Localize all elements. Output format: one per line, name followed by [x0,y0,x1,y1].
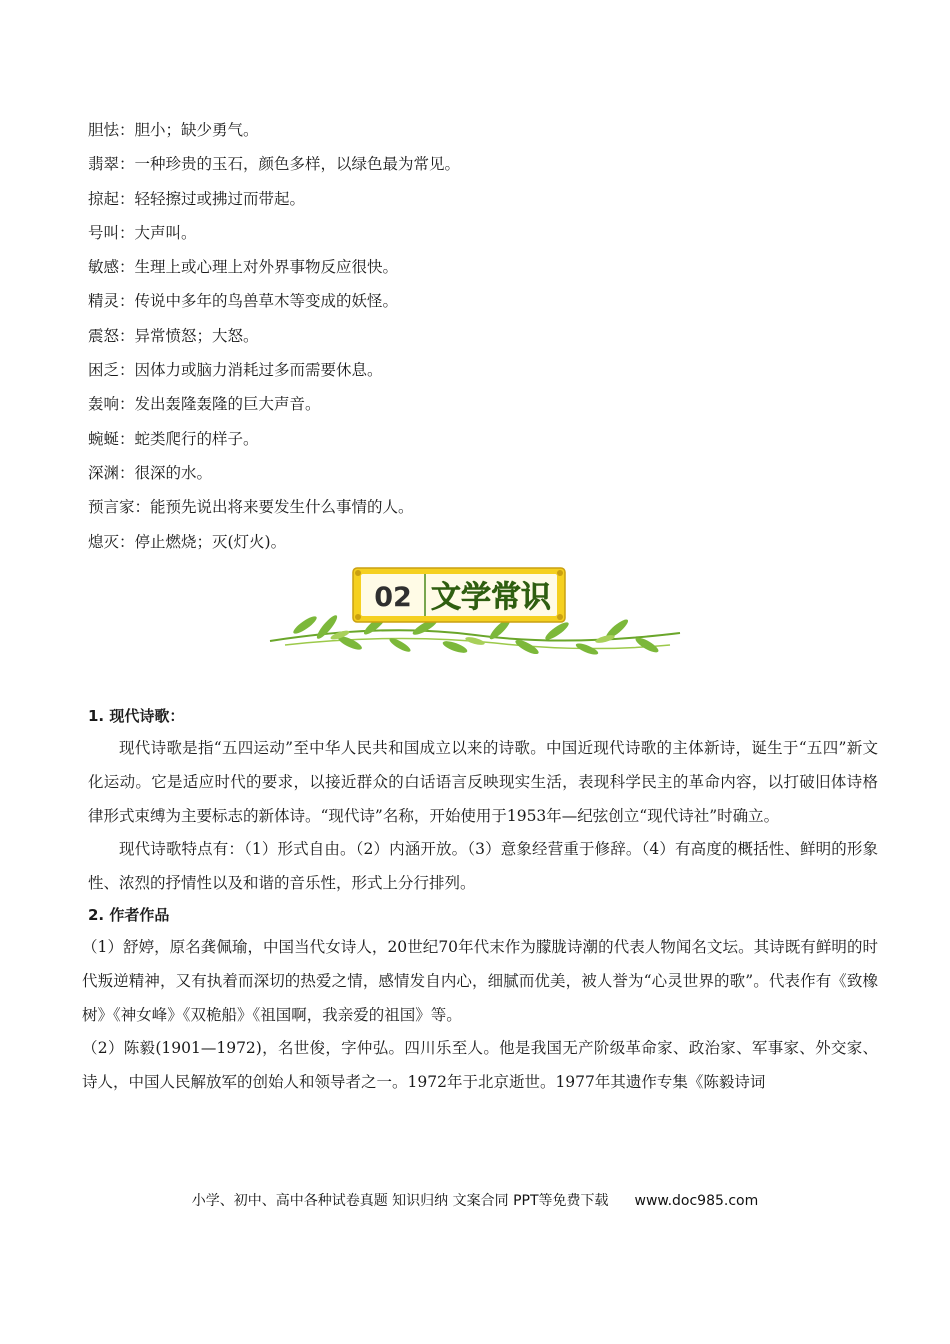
vocabulary-item: 熄灭：停止燃烧；灭(灯火)。 [88,532,287,551]
vocabulary-item: 震怒：异常愤怒；大怒。 [88,326,259,345]
paragraph-shu-ting: （1）舒婷，原名龚佩瑜，中国当代女诗人，20世纪70年代末作为朦胧诗潮的代表人物闻名文坛。其诗既有鲜明的时代叛逆精神，又有执着而深切的热爱之情，感情发自内心，细腻而优美，被人誉为“心灵世界的歌”。代表作有《致橡树》《神女峰》《双桅船》《祖国啊，我亲爱的祖国》等。 [82,937,878,1024]
main-content [82,702,878,1100]
page-footer [0,1190,950,1210]
vocabulary-item: 精灵：传说中多年的鸟兽草木等变成的妖怪。 [88,292,399,311]
banner-number: 02 [374,582,412,613]
vocabulary-item: 轰响：发出轰隆轰隆的巨大声音。 [88,395,321,414]
footer-text: 小学、初中、高中各种试卷真题 知识归纳 文案合同 PPT等免费下载 [191,1193,609,1209]
vocabulary-item: 深渊：很深的水。 [88,463,213,482]
section-banner [265,563,685,663]
paragraph-chen-yi: （2）陈毅(1901—1972)，名世俊，字仲弘。四川乐至人。他是我国无产阶级革命家、政治家、军事家、外交家、诗人，中国人民解放军的创始人和领导者之一。1972年于北京逝世。1977年其遗作专集《陈毅诗词 [82,1039,878,1092]
vocabulary-item: 敏感：生理上或心理上对外界事物反应很快。 [88,258,399,277]
banner-sign [353,568,565,622]
vocabulary-list [88,118,888,564]
vocabulary-item: 蜿蜒：蛇类爬行的样子。 [88,429,259,448]
vocabulary-item: 胆怯：胆小；缺少勇气。 [88,121,259,139]
vocabulary-item: 号叫：大声叫。 [88,223,197,242]
paragraph-poetry-definition: 现代诗歌是指“五四运动”至中华人民共和国成立以来的诗歌。中国近现代诗歌的主体新诗，诞生于“五四”新文化运动。它是适应时代的要求，以接近群众的白话语言反映现实生活，表现科学民主的革命内容，以打破旧体诗格律形式束缚为主要标志的新体诗。“现代诗”名称，开始使用于1953年—纪弦创立“现代诗社”时确立。 [88,739,878,825]
vocabulary-item: 掠起：轻轻擦过或拂过而带起。 [88,189,306,208]
section-heading-authors-works: 2. 作者作品 [88,905,170,924]
vocabulary-item: 翡翠：一种珍贵的玉石，颜色多样，以绿色最为常见。 [88,155,461,174]
banner-title: 文学常识 [431,580,551,615]
paragraph-poetry-features: 现代诗歌特点有：（1）形式自由。（2）内涵开放。（3）意象经营重于修辞。（4）有高度的概括性、鲜明的形象性、浓烈的抒情性以及和谐的音乐性，形式上分行排列。 [88,840,878,893]
footer-url[interactable]: www.doc985.com [634,1193,759,1209]
vocabulary-item: 困乏：因体力或脑力消耗过多而需要休息。 [88,361,383,380]
section-heading-modern-poetry: 1. 现代诗歌： [88,707,185,725]
vocabulary-item: 预言家：能预先说出将来要发生什么事情的人。 [88,498,414,517]
